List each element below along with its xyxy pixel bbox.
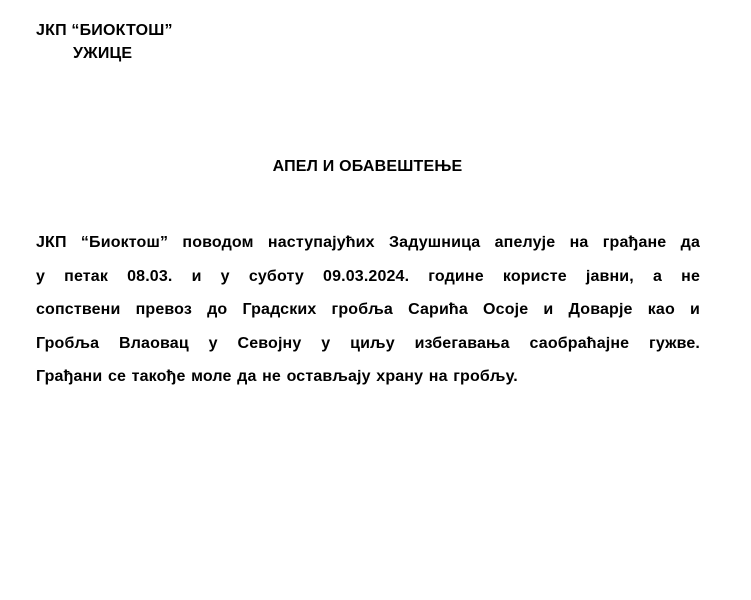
document-title: АПЕЛ И ОБАВЕШТЕЊЕ: [272, 158, 463, 175]
body-line: Грађани се такође моле да не остављају храну на гробљу.: [36, 368, 518, 385]
body-line: у петак 08.03. и у суботу 09.03.2024. године користе јавни, а не: [36, 267, 700, 285]
body-line: Гробља Влаовац у Севојну у циљу избегавања саобраћајне гужве.: [36, 334, 700, 352]
body-line: ЈКП “Биоктош” поводом наступајућих Задушница апелује на грађане да: [36, 234, 700, 251]
organization-city: УЖИЦЕ: [73, 45, 133, 62]
announcement-body: [36, 226, 700, 394]
body-line: сопствени превоз до Градских гробља Сарића Осоје и Доварје као и: [36, 301, 700, 318]
organization-name: ЈКП “БИОКТОШ”: [36, 22, 173, 39]
